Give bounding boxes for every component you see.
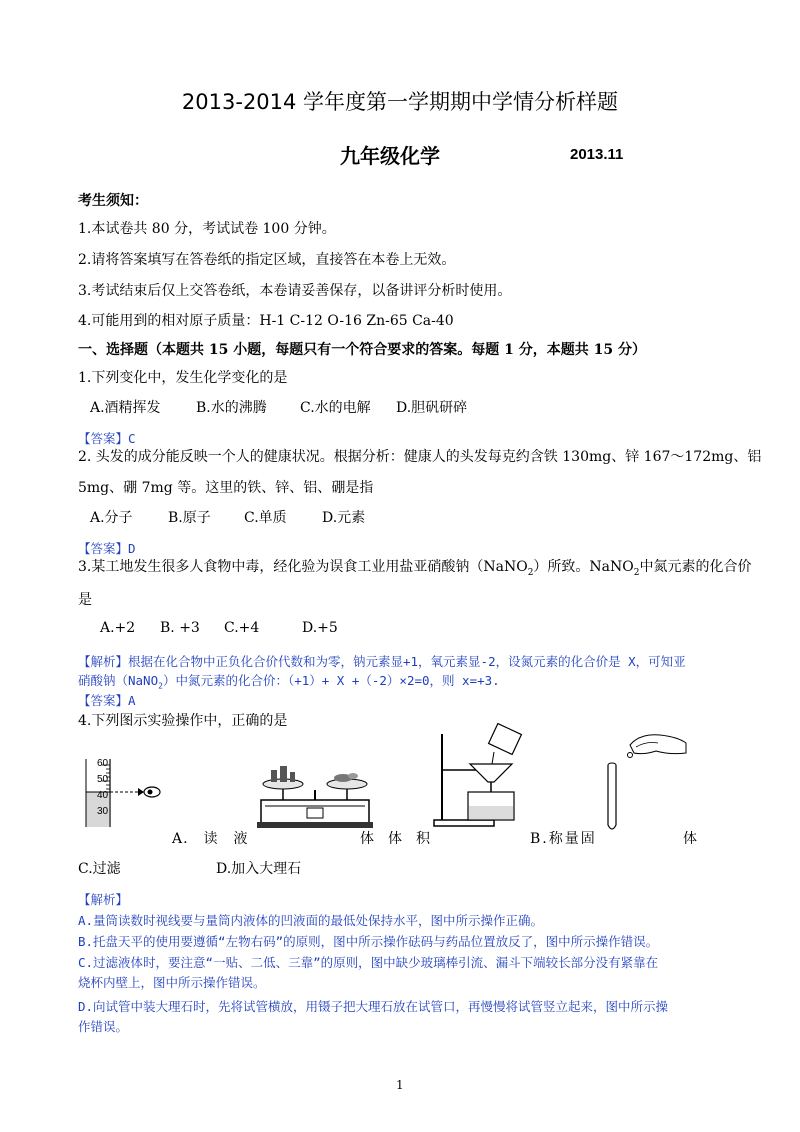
q1-option-d: D.胆矾研碎 — [396, 400, 468, 416]
scale-tick-label: 40 — [97, 790, 109, 801]
q2-option-d: D.元素 — [322, 510, 366, 526]
section-heading: 一、选择题（本题共 15 小题，每题只有一个符合要求的答案。每题 1 分，本题共 15 分） — [78, 342, 646, 358]
q3-answer: 【答案】A — [78, 693, 136, 708]
question-4-stem: 4.下列图示实验操作中，正确的是 — [78, 713, 288, 729]
balance-figure — [255, 760, 375, 830]
page-number: 1 — [396, 1078, 404, 1092]
subject-title: 九年级化学 — [340, 144, 440, 168]
q4-analysis-line: D.向试管中装大理石时，先将试管横放，用镊子把大理石放在试管口，再慢慢将试管竖立起来，图中所示操 — [78, 999, 669, 1014]
q2-option-b: B.原子 — [168, 510, 211, 526]
q4-analysis-line: 烧杯内壁上，图中所示操作错误。 — [78, 975, 266, 990]
q2-option-a: A.分子 — [90, 510, 133, 526]
question-3-stem: 3.某工地发生很多人食物中毒，经化验为误食工业用盐亚硝酸钠（NaNO$_2$）所致。NaNO$_2$中氮元素的化合价 — [78, 559, 752, 578]
question-2-stem: 2. 头发的成分能反映一个人的健康状况。根据分析：健康人的头发每克约含铁 130mg、锌 167～172mg、铝 — [78, 449, 762, 465]
q3-analysis: 【解析】根据在化合物中正负化合价代数和为零，钠元素显+1，氧元素显-2，设氮元素的化合价是 X，可知亚 — [78, 654, 686, 669]
notice-item: 3.考试结束后仅上交答卷纸，本卷请妥善保存，以备讲评分析时使用。 — [78, 283, 512, 299]
question-3-stem-cont: 是 — [78, 592, 92, 608]
test-tube-figure — [600, 725, 690, 835]
q4-analysis-heading: 【解析】 — [78, 892, 129, 907]
scale-tick-label: 60 — [97, 758, 109, 769]
q4-option-a: A. 读 液 — [172, 831, 249, 847]
notice-item: 1.本试卷共 80 分，考试试卷 100 分钟。 — [78, 221, 336, 237]
q3-option-b: B. +3 — [160, 620, 200, 636]
q1-option-a: A.酒精挥发 — [90, 400, 161, 416]
q4-option-c: C.过滤 — [78, 861, 121, 877]
q3-analysis-cont: 硝酸钠（NaNO$_2$）中氮元素的化合价：（+1）+ X +（-2）×2=0，则 x=+3. — [78, 673, 500, 691]
q3-option-d: D.+5 — [302, 620, 338, 636]
q2-option-c: C.单质 — [244, 510, 287, 526]
q4-analysis-line: C.过滤液体时，要注意“一贴、二低、三靠”的原则，图中缺少玻璃棒引流、漏斗下端较长部分没有紧靠在 — [78, 955, 659, 970]
question-2-stem-cont: 5mg、硼 7mg 等。这里的铁、锌、铝、硼是指 — [78, 480, 374, 496]
filtration-figure — [430, 720, 540, 830]
q3-option-a: A.+2 — [100, 620, 136, 636]
notice-item: 2.请将答案填写在答卷纸的指定区域，直接答在本卷上无效。 — [78, 252, 456, 268]
question-1-stem: 1.下列变化中，发生化学变化的是 — [78, 370, 288, 386]
q1-option-b: B.水的沸腾 — [196, 400, 267, 416]
q4-analysis-line: B.托盘天平的使用要遵循“左物右码”的原则，图中所示操作砝码与药品位置放反了，图中所示操作错误。 — [78, 934, 659, 949]
scale-tick-label: 30 — [97, 806, 109, 817]
notice-item: 4.可能用到的相对原子质量：H-1 C-12 O-16 Zn-65 Ca-40 — [78, 313, 454, 329]
q4-option-d: D.加入大理石 — [216, 861, 302, 877]
page-title: 2013-2014 学年度第一学期期中学情分析样题 — [181, 90, 619, 114]
q1-option-c: C.水的电解 — [300, 400, 371, 416]
scale-tick-label: 50 — [97, 774, 109, 785]
cylinder-reading-figure — [80, 755, 170, 835]
q4-option-a-cont: 体 体 积 — [360, 831, 430, 847]
q4-option-b-cont: 体 — [683, 831, 697, 847]
exam-date: 2013.11 — [570, 146, 624, 163]
q4-analysis-line: A.量筒读数时视线要与量筒内液体的凹液面的最低处保持水平，图中所示操作正确。 — [78, 913, 544, 928]
q4-option-b: B.称量固 — [530, 831, 597, 847]
q3-option-c: C.+4 — [224, 620, 260, 636]
q4-analysis-line: 作错误。 — [78, 1019, 129, 1034]
q1-answer: 【答案】C — [78, 431, 136, 446]
q2-answer: 【答案】D — [78, 541, 136, 556]
notice-heading: 考生须知： — [78, 193, 148, 209]
